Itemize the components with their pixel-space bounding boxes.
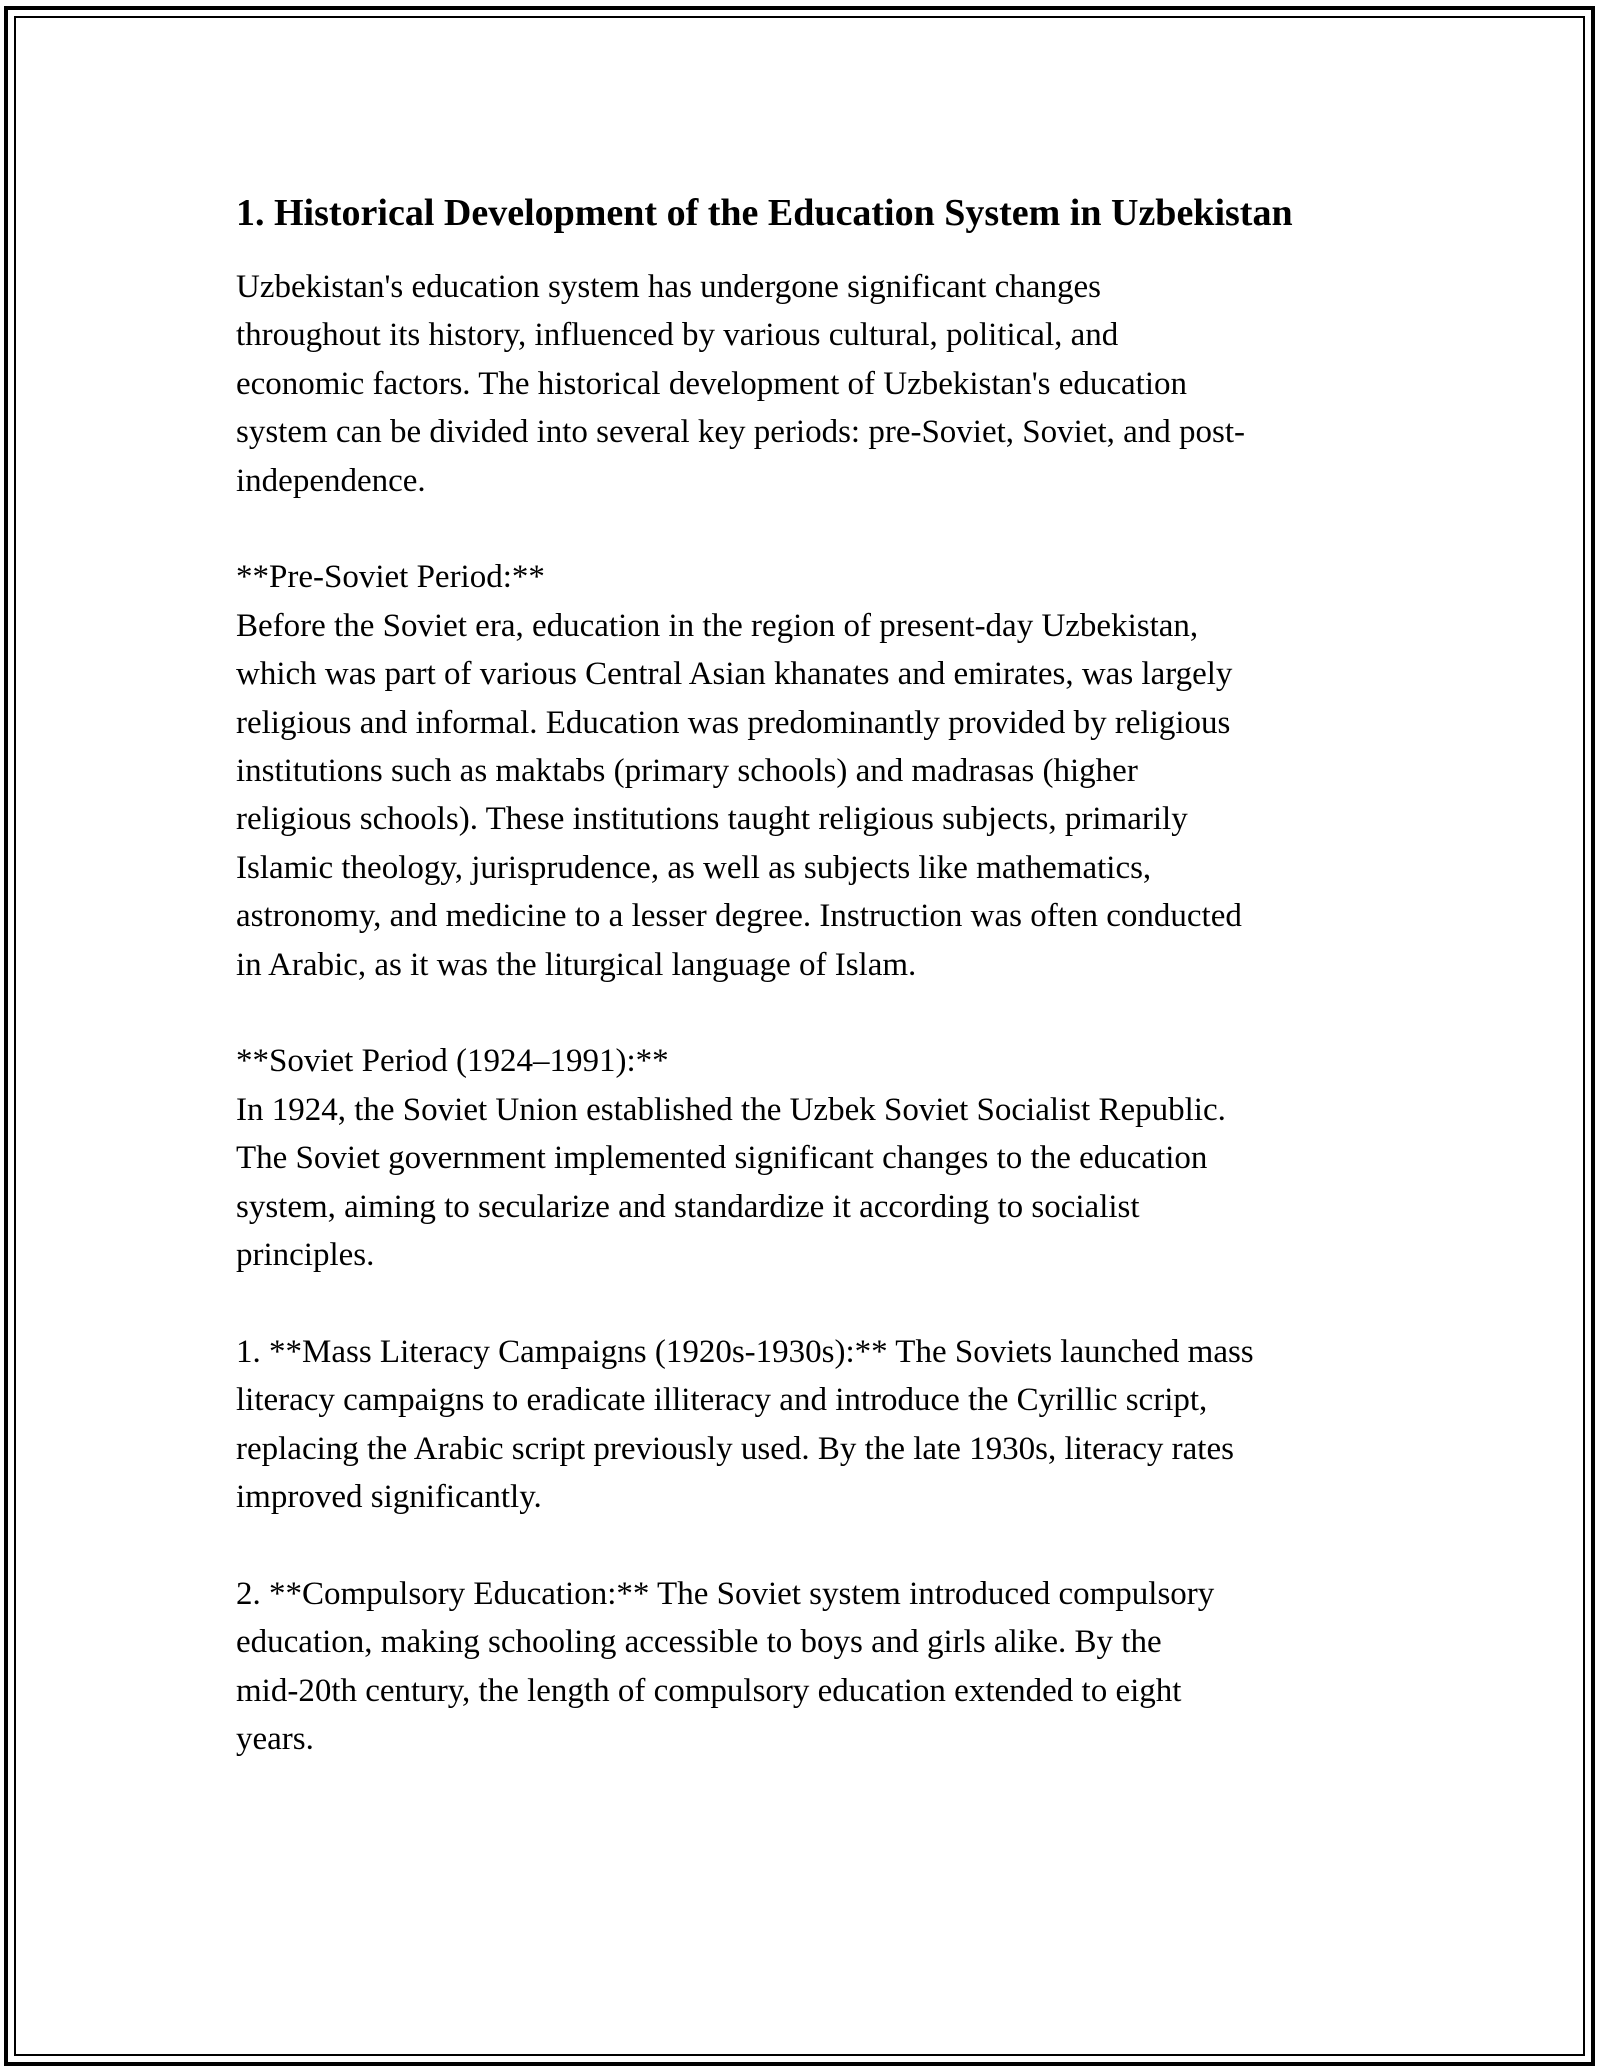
list-item-compulsory-education: 2. **Compulsory Education:** The Soviet system introduced compulsory education, making schooling accessible to boys and girls alike. By the mid-20th century, the length of compulsory education extended to eight years. — [236, 1575, 1215, 1758]
document-body — [236, 186, 1376, 1764]
soviet-paragraph: **Soviet Period (1924–1991):** In 1924, the Soviet Union established the Uzbek Soviet Socialist Republic. The Soviet government implemented significant changes to the education system, aiming to secularize and standardize it according to socialist principles. — [236, 1043, 1226, 1274]
pre-soviet-paragraph: **Pre-Soviet Period:** Before the Soviet era, education in the region of present-day Uzbekistan, which was part of various Central Asian khanates and emirates, was largely religious and informal. Education was predominantly provided by religious institutions such as maktabs (primary schools) and madrasas (higher religious schools). These institutions taught religious subjects, primarily Islamic theology, jurisprudence, as well as subjects like mathematics, astronomy, and medicine to a lesser degree. Instruction was often conducted in Arabic, as it was the liturgical language of Islam. — [236, 559, 1242, 983]
section-title: 1. Historical Development of the Education System in Uzbekistan — [236, 192, 1293, 234]
intro-paragraph: Uzbekistan's education system has undergone significant changes throughout its history, influenced by various cultural, political, and economic factors. The historical development of Uzbekistan's education system can be divided into several key periods: pre-Soviet, Soviet, and post- independence. — [236, 269, 1246, 499]
list-item-mass-literacy: 1. **Mass Literacy Campaigns (1920s-1930s):** The Soviets launched mass literacy campaigns to eradicate illiteracy and introduce the Cyrillic script, replacing the Arabic script previously used. By the late 1930s, literacy rates improved significantly. — [236, 1333, 1254, 1516]
